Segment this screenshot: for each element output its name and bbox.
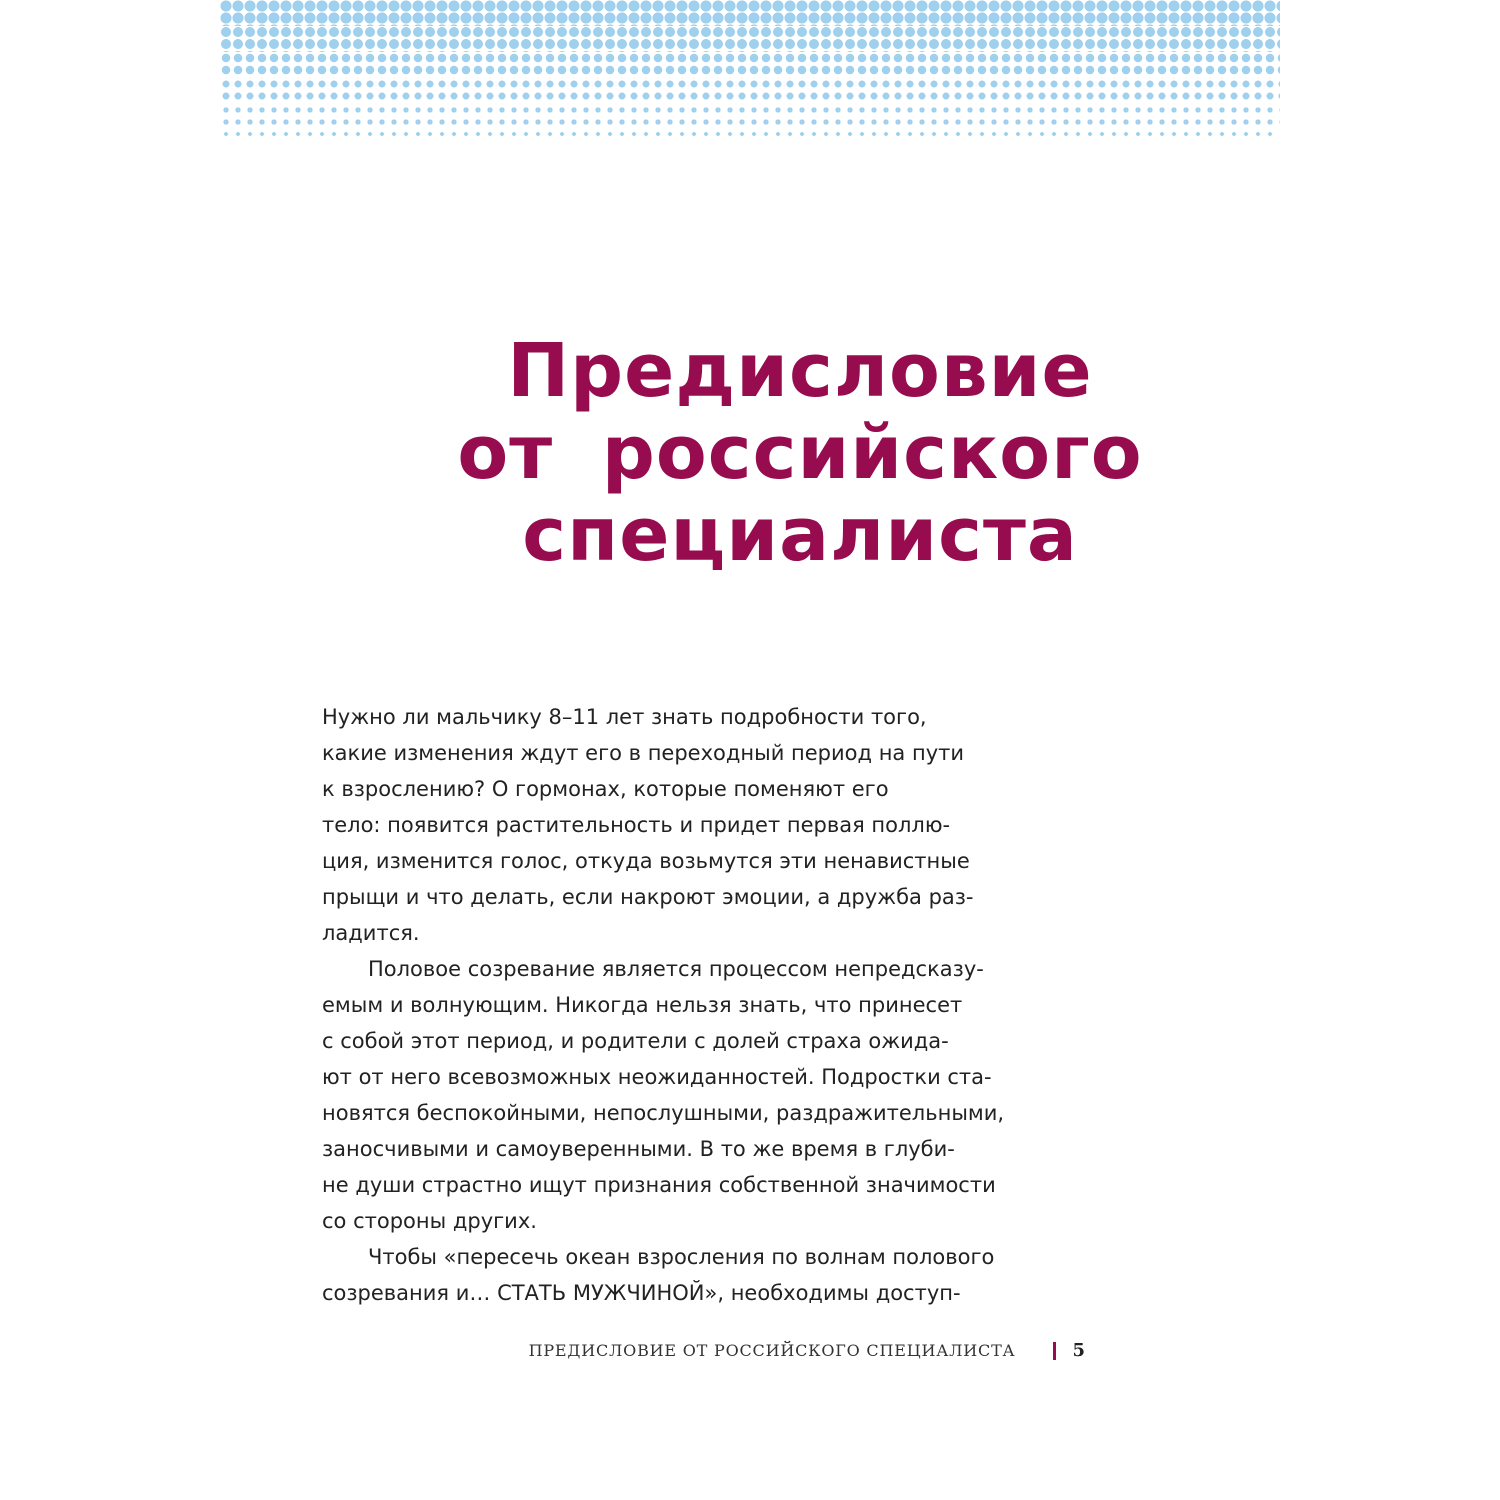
text-line: Нужно ли мальчику 8–11 лет знать подробности того,: [322, 705, 927, 729]
text-line: прыщи и что делать, если накроют эмоции, а дружба раз-: [322, 885, 974, 909]
dot-row-band: [220, 52, 1280, 78]
running-footer: [500, 1340, 1085, 1361]
paragraph-1: [322, 699, 1082, 951]
page-number: 5: [1072, 1340, 1085, 1361]
chapter-title: [300, 330, 1300, 576]
dot-row-band: [220, 104, 1280, 128]
halftone-dot-banner: [220, 0, 1280, 140]
body-text: [322, 699, 1082, 1311]
text-line: Чтобы «пересечь океан взросления по волнам полового: [368, 1245, 995, 1269]
running-title: ПРЕДИСЛОВИЕ ОТ РОССИЙСКОГО СПЕЦИАЛИСТА: [528, 1341, 1016, 1360]
text-line: заносчивыми и самоуверенными. В то же время в глуби-: [322, 1137, 955, 1161]
text-line: ладится.: [322, 921, 420, 945]
dot-row-band: [220, 26, 1280, 52]
text-line: ют от него всевозможных неожиданностей. Подростки ста-: [322, 1065, 992, 1089]
chapter-title-line-2: от российского: [457, 410, 1143, 496]
text-line: к взрослению? О гормонах, которые поменяют его: [322, 777, 889, 801]
text-line: тело: появится растительность и придет первая поллю-: [322, 813, 951, 837]
text-line: ция, изменится голос, откуда возьмутся эти ненавистные: [322, 849, 970, 873]
text-line: емым и волнующим. Никогда нельзя знать, что принесет: [322, 993, 963, 1017]
text-line: созревания и… СТАТЬ МУЖЧИНОЙ», необходимы доступ-: [322, 1281, 961, 1305]
dot-row-band: [220, 128, 1280, 140]
chapter-title-line-1: Предисловие: [507, 328, 1093, 414]
paragraph-2: [322, 951, 1082, 1239]
dot-row-band: [220, 0, 1280, 26]
text-line: какие изменения ждут его в переходный период на пути: [322, 741, 965, 765]
text-line: со стороны других.: [322, 1209, 537, 1233]
text-line: новятся беспокойными, непослушными, раздражительными,: [322, 1101, 1005, 1125]
paragraph-3: [322, 1239, 1082, 1311]
chapter-title-line-3: специалиста: [522, 492, 1078, 578]
dot-row-band: [220, 78, 1280, 104]
footer-divider-bar: [1053, 1342, 1056, 1360]
text-line: не души страстно ищут признания собственной значимости: [322, 1173, 996, 1197]
text-line: с собой этот период, и родители с долей страха ожида-: [322, 1029, 949, 1053]
text-line: Половое созревание является процессом непредсказу-: [368, 957, 984, 981]
